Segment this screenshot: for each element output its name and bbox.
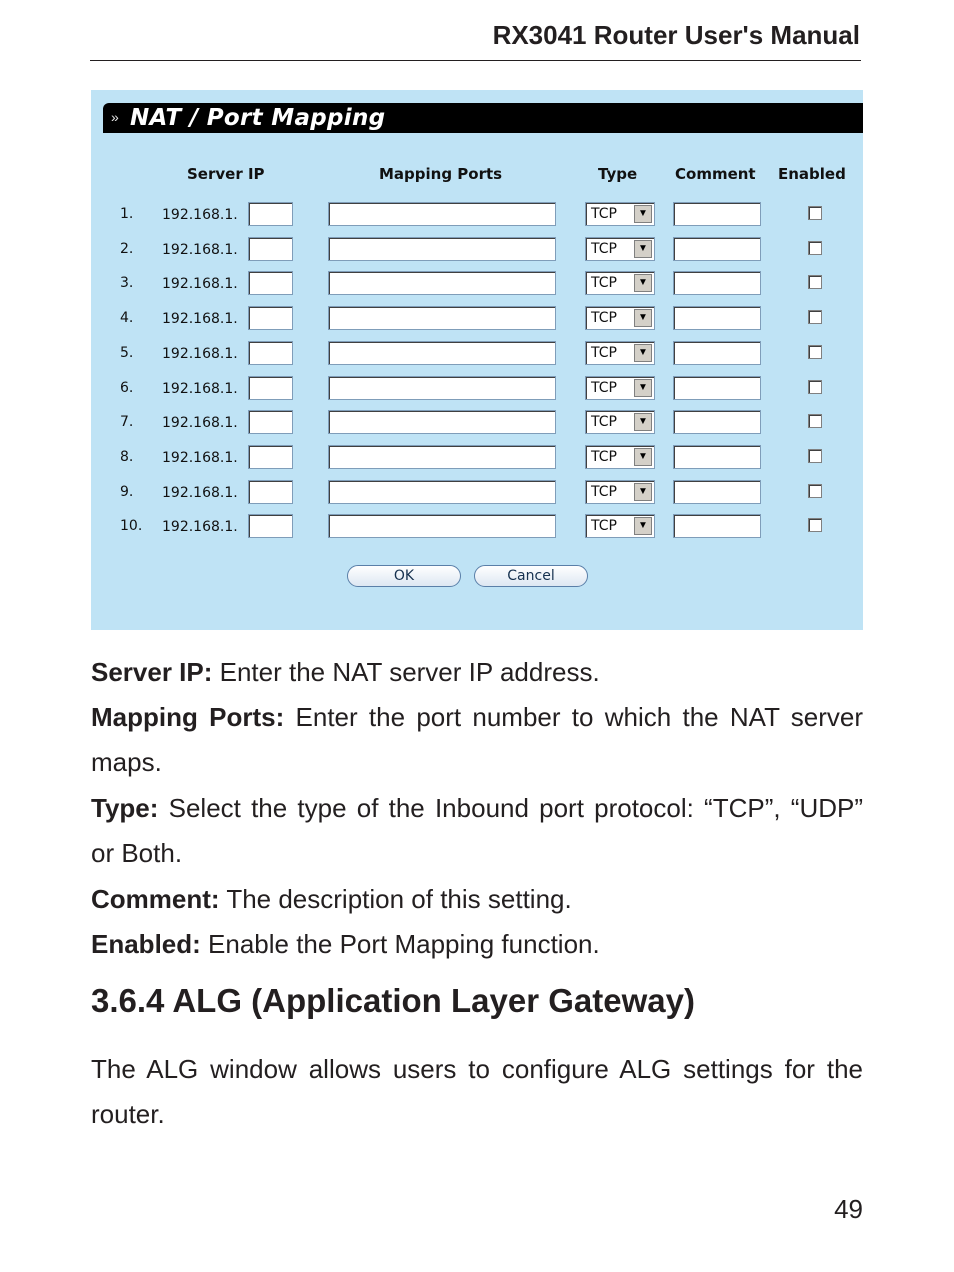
section-heading: 3.6.4 ALG (Application Layer Gateway) [91,982,695,1019]
server-ip-input[interactable] [248,202,293,226]
type-select[interactable] [585,376,655,400]
column-header-comment: Comment [675,165,756,183]
server-ip-input[interactable] [248,341,293,365]
row-number: 10. [120,518,143,535]
chevron-down-icon[interactable]: ▼ [634,483,652,501]
type-select[interactable] [585,514,655,538]
comment-input[interactable] [673,271,761,295]
type-select[interactable] [585,410,655,434]
type-select-value: TCP [591,518,617,535]
term-comment: Comment: [91,884,220,914]
table-row [91,375,863,403]
text-type: Select the type of the Inbound port protocol: “TCP”, “UDP” or Both. [91,793,863,868]
table-row [91,409,863,437]
type-select-value: TCP [591,414,617,431]
comment-input[interactable] [673,445,761,469]
manual-header-title: RX3041 Router User's Manual [492,20,860,50]
term-enabled: Enabled: [91,929,201,959]
description-server-ip [91,650,863,695]
table-row [91,444,863,472]
chevron-down-icon[interactable]: ▼ [634,274,652,292]
enabled-checkbox[interactable] [808,414,822,428]
table-row [91,270,863,298]
row-number: 1. [120,206,134,222]
enabled-checkbox[interactable] [808,206,822,220]
mapping-ports-input[interactable] [328,271,556,295]
column-header-type: Type [598,165,638,183]
section-body: The ALG window allows users to configure ALG settings for the router. [91,1054,863,1129]
term-type: Type: [91,793,159,823]
comment-input[interactable] [673,376,761,400]
server-ip-input[interactable] [248,514,293,538]
enabled-checkbox[interactable] [808,518,822,532]
ip-prefix: 192.168.1. [162,415,238,432]
server-ip-input[interactable] [248,480,293,504]
cancel-button[interactable]: Cancel [474,565,588,587]
mapping-ports-input[interactable] [328,410,556,434]
header-divider [90,60,861,61]
enabled-checkbox[interactable] [808,275,822,289]
type-select[interactable] [585,237,655,261]
ip-prefix: 192.168.1. [162,276,238,293]
chevron-down-icon[interactable]: ▼ [634,517,652,535]
ip-prefix: 192.168.1. [162,345,238,362]
type-select[interactable] [585,271,655,295]
ip-prefix: 192.168.1. [162,207,238,223]
text-mapping-ports: Enter the port number to which the NAT server maps. [91,702,863,777]
column-header-mapping-ports: Mapping Ports [379,165,503,183]
mapping-ports-input[interactable] [328,202,556,226]
comment-input[interactable] [673,480,761,504]
mapping-ports-input[interactable] [328,480,556,504]
description-type [91,786,863,876]
type-select-value: TCP [591,379,617,396]
table-row [91,305,863,333]
double-arrow-icon: » [111,109,119,125]
row-number: 8. [120,448,134,465]
enabled-checkbox[interactable] [808,449,822,463]
description-enabled [91,922,863,967]
server-ip-input[interactable] [248,306,293,330]
comment-input[interactable] [673,237,761,261]
comment-input[interactable] [673,341,761,365]
text-server-ip: Enter the NAT server IP address. [212,657,600,687]
type-select-value: TCP [591,483,617,500]
type-select-value: TCP [591,275,617,292]
row-number: 7. [120,414,134,431]
ip-prefix: 192.168.1. [162,311,238,328]
row-number: 2. [120,240,134,257]
server-ip-input[interactable] [248,410,293,434]
row-number: 4. [120,310,134,327]
type-select-value: TCP [591,206,617,222]
table-row [91,236,863,264]
type-select[interactable] [585,480,655,504]
comment-input[interactable] [673,410,761,434]
nat-port-mapping-panel [91,90,863,630]
table-row [91,201,863,229]
chevron-down-icon[interactable]: ▼ [634,413,652,431]
ok-button[interactable]: OK [347,565,461,587]
description-comment [91,877,863,922]
term-mapping-ports: Mapping Ports: [91,702,285,732]
table-row [91,513,863,541]
type-select[interactable] [585,341,655,365]
mapping-ports-input[interactable] [328,237,556,261]
chevron-down-icon[interactable]: ▼ [634,205,652,223]
comment-input[interactable] [673,514,761,538]
enabled-checkbox[interactable] [808,241,822,255]
term-server-ip: Server IP: [91,657,213,687]
row-number: 9. [120,483,134,500]
mapping-ports-input[interactable] [328,376,556,400]
description-mapping-ports [91,695,863,785]
row-number: 5. [120,344,134,361]
type-select[interactable] [585,202,655,226]
server-ip-input[interactable] [248,271,293,295]
chevron-down-icon[interactable]: ▼ [634,448,652,466]
enabled-checkbox[interactable] [808,484,822,498]
enabled-checkbox[interactable] [808,310,822,324]
server-ip-input[interactable] [248,237,293,261]
mapping-ports-input[interactable] [328,445,556,469]
type-select-value: TCP [591,344,617,361]
text-enabled: Enable the Port Mapping function. [200,929,600,959]
chevron-down-icon[interactable]: ▼ [634,379,652,397]
comment-input[interactable] [673,202,761,226]
table-row [91,340,863,368]
table-row [91,479,863,507]
page-number: 49 [834,1194,863,1224]
mapping-ports-input[interactable] [328,306,556,330]
panel-title: NAT / Port Mapping [130,105,386,131]
ip-prefix: 192.168.1. [162,449,238,466]
chevron-down-icon[interactable]: ▼ [634,309,652,327]
panel-title-bar [103,103,863,133]
mapping-ports-input[interactable] [328,514,556,538]
ip-prefix: 192.168.1. [162,241,238,258]
enabled-checkbox[interactable] [808,380,822,394]
column-header-server-ip: Server IP [187,165,265,183]
chevron-down-icon[interactable]: ▼ [634,240,652,258]
type-select-value: TCP [591,310,617,327]
ip-prefix: 192.168.1. [162,380,238,397]
enabled-checkbox[interactable] [808,345,822,359]
column-header-enabled: Enabled [778,165,846,183]
text-comment: The description of this setting. [219,884,572,914]
ip-prefix: 192.168.1. [162,519,238,536]
comment-input[interactable] [673,306,761,330]
row-number: 6. [120,379,134,396]
type-select-value: TCP [591,448,617,465]
type-select[interactable] [585,306,655,330]
chevron-down-icon[interactable]: ▼ [634,344,652,362]
server-ip-input[interactable] [248,445,293,469]
ip-prefix: 192.168.1. [162,484,238,501]
type-select[interactable] [585,445,655,469]
row-number: 3. [120,275,134,292]
server-ip-input[interactable] [248,376,293,400]
mapping-ports-input[interactable] [328,341,556,365]
type-select-value: TCP [591,240,617,257]
